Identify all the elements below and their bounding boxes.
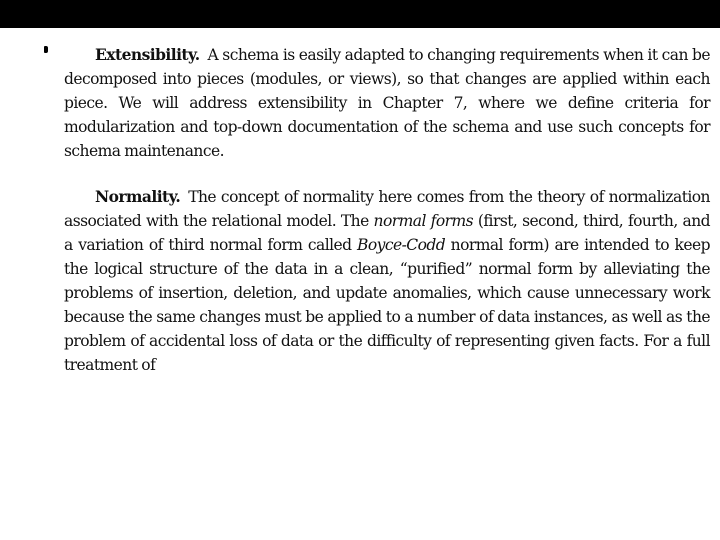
paragraph-normality-text-3: normal form) are intended to keep the logical structure of the data in a clean, “purified” normal form by alleviating the problems of insertion, deletion, and update anomalies, which cause unnecessary work because the same changes must be applied to a number of data instances, as well as the problem of accidental loss of data or the difficulty of representing given facts. For a full treatment of — [64, 236, 710, 374]
paragraph-extensibility-text: A schema is easily adapted to changing requirements when it can be decomposed into pieces (modules, or views), so that changes are applied within each piece. We will address extensibility in Chapter 7, where we define criteria for modularization and top-down documentation of the schema and use such concepts for schema maintenance. — [64, 46, 710, 160]
paragraph-normality-text-1: The concept of normality here comes from the theory of normalization associated with the relational model. The — [64, 188, 710, 230]
term-boyce-codd: Boyce-Codd — [357, 236, 446, 254]
paragraph-normality — [64, 185, 710, 377]
top-black-bar — [0, 0, 720, 28]
paragraph-extensibility — [64, 36, 710, 163]
term-normal-forms: normal forms — [373, 212, 474, 230]
heading-extensibility: Extensibility. — [95, 45, 200, 64]
paragraph-normality-text-2: (first, second, third, fourth, and a variation of third normal form called — [64, 212, 711, 254]
scanned-page-excerpt — [64, 36, 711, 374]
bullet-mark — [44, 46, 48, 53]
heading-normality: Normality. — [95, 187, 181, 206]
